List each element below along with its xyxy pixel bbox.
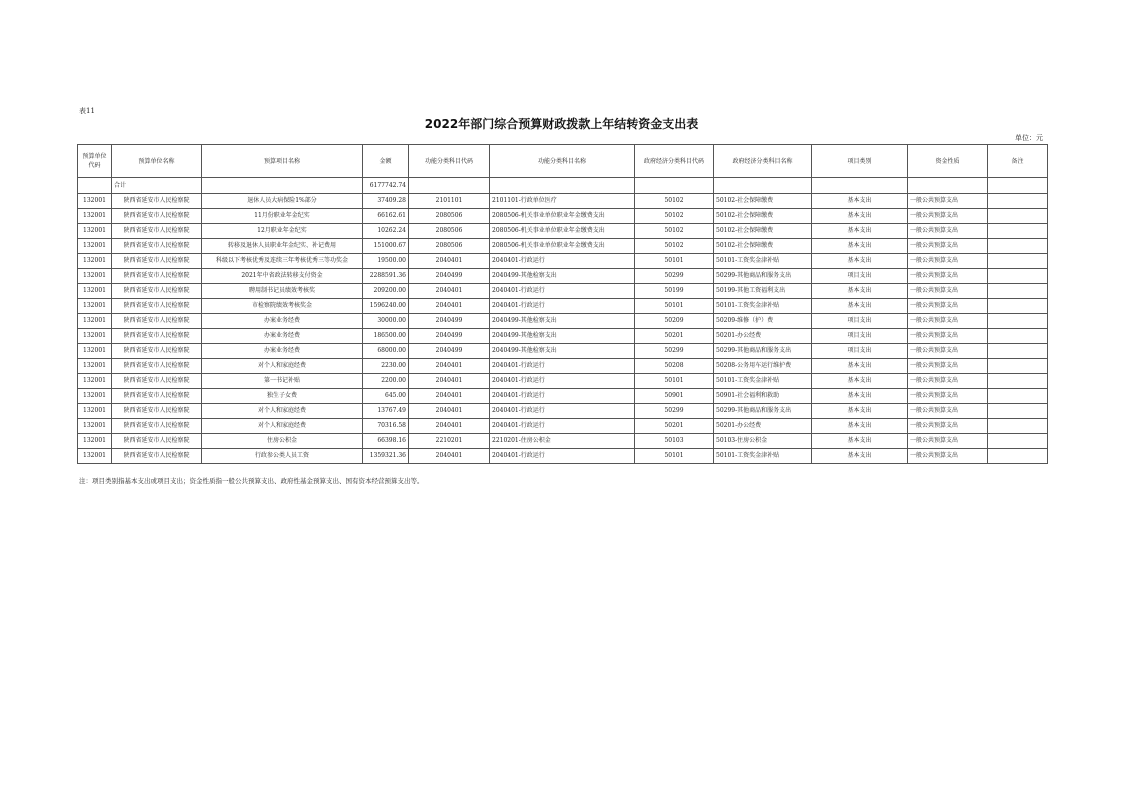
table-row xyxy=(78,374,1048,389)
cell-category: 项目支出 xyxy=(812,314,908,329)
cell-func-name: 2080506-机关事业单位职业年金缴费支出 xyxy=(490,209,635,224)
page-title: 2022年部门综合预算财政拨款上年结转资金支出表 xyxy=(424,117,699,131)
cell-project-name: 第一书记补贴 xyxy=(202,374,363,389)
cell-unit-code: 132001 xyxy=(78,314,112,329)
cell-amount: 209200.00 xyxy=(363,284,409,299)
cell-econ-name: 50101-工资奖金津补贴 xyxy=(714,254,812,269)
unit-label: 单位：元 xyxy=(1015,134,1043,142)
cell-amount: 66162.61 xyxy=(363,209,409,224)
cell-nature: 一般公共预算支出 xyxy=(908,224,988,239)
cell-unit-name: 陕西省延安市人民检察院 xyxy=(112,239,202,254)
cell-econ-code: 50101 xyxy=(635,299,714,314)
cell-econ-code: 50103 xyxy=(635,434,714,449)
cell-amount: 186500.00 xyxy=(363,329,409,344)
cell-project-name: 行政参公类人员工资 xyxy=(202,449,363,464)
cell-amount: 1359321.36 xyxy=(363,449,409,464)
cell-nature: 一般公共预算支出 xyxy=(908,314,988,329)
cell-unit-code: 132001 xyxy=(78,284,112,299)
cell-econ-name: 50201-办公经费 xyxy=(714,329,812,344)
header-cell: 功能分类科目代码 xyxy=(409,145,490,178)
cell-remark xyxy=(988,239,1048,254)
cell-amount: 13767.49 xyxy=(363,404,409,419)
cell-unit-name: 陕西省延安市人民检察院 xyxy=(112,374,202,389)
cell-econ-name: 50102-社会保障缴费 xyxy=(714,224,812,239)
cell-func-code: 2040401 xyxy=(409,419,490,434)
table-number: 表11 xyxy=(79,107,95,115)
cell-func-code: 2040401 xyxy=(409,404,490,419)
cell-category: 基本支出 xyxy=(812,284,908,299)
cell-project-name: 办案业务经费 xyxy=(202,344,363,359)
cell-econ-code: 50299 xyxy=(635,344,714,359)
cell-remark xyxy=(988,359,1048,374)
cell-project-name: 对个人和家庭经费 xyxy=(202,404,363,419)
cell-amount: 1596240.00 xyxy=(363,299,409,314)
table-row xyxy=(78,269,1048,284)
cell-category: 项目支出 xyxy=(812,269,908,284)
cell-nature: 一般公共预算支出 xyxy=(908,284,988,299)
cell-func-code: 2040499 xyxy=(409,344,490,359)
cell-econ-name: 50901-社会福利和救助 xyxy=(714,389,812,404)
cell-unit-name: 陕西省延安市人民检察院 xyxy=(112,419,202,434)
cell-amount: 645.00 xyxy=(363,389,409,404)
cell-unit-code: 132001 xyxy=(78,434,112,449)
cell-func-code: 2210201 xyxy=(409,434,490,449)
cell-func-name: 2040401-行政运行 xyxy=(490,254,635,269)
cell-unit-name: 陕西省延安市人民检察院 xyxy=(112,299,202,314)
cell-econ-code: 50102 xyxy=(635,239,714,254)
cell-amount: 37409.28 xyxy=(363,194,409,209)
total-code-cell xyxy=(78,178,112,194)
table-row xyxy=(78,254,1048,269)
cell-econ-name: 50299-其他商品和服务支出 xyxy=(714,269,812,284)
cell-unit-code: 132001 xyxy=(78,209,112,224)
cell-remark xyxy=(988,194,1048,209)
table-row xyxy=(78,209,1048,224)
cell-project-name: 转移及退休人员职业年金纪实、补记费用 xyxy=(202,239,363,254)
cell-nature: 一般公共预算支出 xyxy=(908,329,988,344)
cell-econ-name: 50299-其他商品和服务支出 xyxy=(714,404,812,419)
header-cell: 金额 xyxy=(363,145,409,178)
cell-project-name: 2021年中省政法转移支付资金 xyxy=(202,269,363,284)
cell-econ-code: 50201 xyxy=(635,419,714,434)
cell-project-name: 对个人和家庭经费 xyxy=(202,359,363,374)
cell-unit-name: 陕西省延安市人民检察院 xyxy=(112,194,202,209)
cell-amount: 2200.00 xyxy=(363,374,409,389)
cell-func-name: 2040499-其他检察支出 xyxy=(490,329,635,344)
cell-func-code: 2040401 xyxy=(409,359,490,374)
cell-remark xyxy=(988,224,1048,239)
cell-func-name: 2040401-行政运行 xyxy=(490,284,635,299)
cell-category: 基本支出 xyxy=(812,374,908,389)
cell-category: 基本支出 xyxy=(812,419,908,434)
budget-table xyxy=(77,144,1048,464)
cell-econ-name: 50102-社会保障缴费 xyxy=(714,194,812,209)
cell-func-name: 2040401-行政运行 xyxy=(490,419,635,434)
cell-econ-name: 50208-公务用车运行维护费 xyxy=(714,359,812,374)
table-header-row xyxy=(78,145,1048,178)
cell-nature: 一般公共预算支出 xyxy=(908,254,988,269)
cell-unit-name: 陕西省延安市人民检察院 xyxy=(112,209,202,224)
cell-econ-code: 50901 xyxy=(635,389,714,404)
cell-unit-code: 132001 xyxy=(78,254,112,269)
cell-func-name: 2040499-其他检察支出 xyxy=(490,314,635,329)
cell-nature: 一般公共预算支出 xyxy=(908,449,988,464)
total-label: 合计 xyxy=(112,178,202,194)
cell-project-name: 退休人员大病保险1%部分 xyxy=(202,194,363,209)
header-cell: 功能分类科目名称 xyxy=(490,145,635,178)
cell-unit-code: 132001 xyxy=(78,224,112,239)
cell-func-code: 2080506 xyxy=(409,209,490,224)
cell-category: 基本支出 xyxy=(812,404,908,419)
cell-econ-name: 50209-维修（护）费 xyxy=(714,314,812,329)
cell-category: 项目支出 xyxy=(812,329,908,344)
cell-project-name: 聘用制书记员绩效考核奖 xyxy=(202,284,363,299)
cell-remark xyxy=(988,449,1048,464)
table-row xyxy=(78,344,1048,359)
cell-func-code: 2040401 xyxy=(409,284,490,299)
cell-func-code: 2080506 xyxy=(409,239,490,254)
table-row xyxy=(78,299,1048,314)
cell-unit-code: 132001 xyxy=(78,449,112,464)
cell-func-code: 2040499 xyxy=(409,329,490,344)
cell-func-name: 2040401-行政运行 xyxy=(490,359,635,374)
cell-econ-name: 50199-其他工资福利支出 xyxy=(714,284,812,299)
cell-unit-name: 陕西省延安市人民检察院 xyxy=(112,314,202,329)
cell-econ-name: 50101-工资奖金津补贴 xyxy=(714,449,812,464)
cell-unit-code: 132001 xyxy=(78,299,112,314)
cell-unit-name: 陕西省延安市人民检察院 xyxy=(112,389,202,404)
cell-func-name: 2080506-机关事业单位职业年金缴费支出 xyxy=(490,224,635,239)
cell-remark xyxy=(988,404,1048,419)
cell-project-name: 住房公积金 xyxy=(202,434,363,449)
cell-nature: 一般公共预算支出 xyxy=(908,269,988,284)
cell-category: 基本支出 xyxy=(812,254,908,269)
cell-func-name: 2080506-机关事业单位职业年金缴费支出 xyxy=(490,239,635,254)
table-row xyxy=(78,224,1048,239)
header-cell: 政府经济分类科目代码 xyxy=(635,145,714,178)
cell-remark xyxy=(988,284,1048,299)
cell-func-name: 2040401-行政运行 xyxy=(490,374,635,389)
cell-econ-code: 50102 xyxy=(635,209,714,224)
cell-remark xyxy=(988,419,1048,434)
cell-econ-name: 50101-工资奖金津补贴 xyxy=(714,374,812,389)
cell-func-code: 2040401 xyxy=(409,449,490,464)
cell-unit-name: 陕西省延安市人民检察院 xyxy=(112,284,202,299)
cell-func-name: 2040401-行政运行 xyxy=(490,389,635,404)
cell-category: 基本支出 xyxy=(812,359,908,374)
cell-unit-code: 132001 xyxy=(78,374,112,389)
cell-func-code: 2080506 xyxy=(409,224,490,239)
total-empty-cell xyxy=(202,178,363,194)
cell-remark xyxy=(988,314,1048,329)
header-cell: 项目类别 xyxy=(812,145,908,178)
cell-econ-name: 50201-办公经费 xyxy=(714,419,812,434)
cell-remark xyxy=(988,389,1048,404)
cell-econ-code: 50101 xyxy=(635,374,714,389)
cell-func-code: 2040401 xyxy=(409,389,490,404)
cell-unit-name: 陕西省延安市人民检察院 xyxy=(112,329,202,344)
cell-amount: 10262.24 xyxy=(363,224,409,239)
header-cell: 预算单位代码 xyxy=(78,145,112,178)
cell-category: 基本支出 xyxy=(812,239,908,254)
cell-category: 基本支出 xyxy=(812,299,908,314)
table-row xyxy=(78,359,1048,374)
cell-unit-name: 陕西省延安市人民检察院 xyxy=(112,359,202,374)
table-row xyxy=(78,239,1048,254)
table-row xyxy=(78,194,1048,209)
table-row xyxy=(78,434,1048,449)
cell-amount: 19500.00 xyxy=(363,254,409,269)
cell-project-name: 12月职业年金纪实 xyxy=(202,224,363,239)
cell-unit-code: 132001 xyxy=(78,329,112,344)
cell-func-code: 2040499 xyxy=(409,314,490,329)
cell-category: 基本支出 xyxy=(812,434,908,449)
cell-remark xyxy=(988,434,1048,449)
cell-unit-name: 陕西省延安市人民检察院 xyxy=(112,224,202,239)
cell-unit-code: 132001 xyxy=(78,269,112,284)
cell-amount: 151000.67 xyxy=(363,239,409,254)
cell-project-name: 办案业务经费 xyxy=(202,329,363,344)
cell-project-name: 办案业务经费 xyxy=(202,314,363,329)
cell-unit-code: 132001 xyxy=(78,239,112,254)
cell-unit-name: 陕西省延安市人民检察院 xyxy=(112,434,202,449)
cell-econ-code: 50299 xyxy=(635,404,714,419)
cell-remark xyxy=(988,269,1048,284)
total-amount: 6177742.74 xyxy=(363,178,409,194)
cell-func-name: 2040401-行政运行 xyxy=(490,404,635,419)
cell-nature: 一般公共预算支出 xyxy=(908,404,988,419)
cell-nature: 一般公共预算支出 xyxy=(908,374,988,389)
cell-category: 基本支出 xyxy=(812,209,908,224)
cell-func-name: 2210201-住房公积金 xyxy=(490,434,635,449)
cell-unit-name: 陕西省延安市人民检察院 xyxy=(112,254,202,269)
cell-nature: 一般公共预算支出 xyxy=(908,299,988,314)
cell-amount: 2230.00 xyxy=(363,359,409,374)
cell-unit-code: 132001 xyxy=(78,404,112,419)
table-row xyxy=(78,404,1048,419)
cell-func-name: 2040499-其他检察支出 xyxy=(490,344,635,359)
cell-unit-name: 陕西省延安市人民检察院 xyxy=(112,404,202,419)
table-row xyxy=(78,389,1048,404)
cell-func-code: 2040499 xyxy=(409,269,490,284)
table-row xyxy=(78,419,1048,434)
total-row xyxy=(78,178,1048,194)
cell-category: 基本支出 xyxy=(812,194,908,209)
header-cell: 预算单位名称 xyxy=(112,145,202,178)
cell-econ-code: 50199 xyxy=(635,284,714,299)
cell-category: 基本支出 xyxy=(812,389,908,404)
cell-remark xyxy=(988,374,1048,389)
cell-nature: 一般公共预算支出 xyxy=(908,209,988,224)
cell-econ-code: 50102 xyxy=(635,194,714,209)
cell-unit-name: 陕西省延安市人民检察院 xyxy=(112,449,202,464)
table-row xyxy=(78,284,1048,299)
table-row xyxy=(78,314,1048,329)
cell-func-code: 2040401 xyxy=(409,299,490,314)
cell-project-name: 11月份职业年金纪实 xyxy=(202,209,363,224)
cell-econ-name: 50102-社会保障缴费 xyxy=(714,239,812,254)
cell-econ-code: 50208 xyxy=(635,359,714,374)
cell-project-name: 科级以下考核优秀及连续三年考核优秀三等功奖金 xyxy=(202,254,363,269)
cell-amount: 30000.00 xyxy=(363,314,409,329)
header-cell: 政府经济分类科目名称 xyxy=(714,145,812,178)
header-cell: 预算项目名称 xyxy=(202,145,363,178)
cell-amount: 66398.16 xyxy=(363,434,409,449)
cell-unit-code: 132001 xyxy=(78,419,112,434)
cell-remark xyxy=(988,344,1048,359)
cell-amount: 2288591.36 xyxy=(363,269,409,284)
cell-nature: 一般公共预算支出 xyxy=(908,419,988,434)
footnote: 注：项目类别指基本支出或项目支出；资金性质指一般公共预算支出、政府性基金预算支出、国有资本经营预算支出等。 xyxy=(79,477,424,485)
table-row xyxy=(78,329,1048,344)
header-cell: 资金性质 xyxy=(908,145,988,178)
cell-func-code: 2101101 xyxy=(409,194,490,209)
cell-econ-name: 50101-工资奖金津补贴 xyxy=(714,299,812,314)
cell-category: 基本支出 xyxy=(812,449,908,464)
cell-amount: 70316.58 xyxy=(363,419,409,434)
cell-func-name: 2101101-行政单位医疗 xyxy=(490,194,635,209)
cell-econ-name: 50103-住房公积金 xyxy=(714,434,812,449)
cell-remark xyxy=(988,254,1048,269)
cell-econ-code: 50209 xyxy=(635,314,714,329)
cell-nature: 一般公共预算支出 xyxy=(908,239,988,254)
cell-nature: 一般公共预算支出 xyxy=(908,359,988,374)
cell-unit-code: 132001 xyxy=(78,194,112,209)
cell-econ-name: 50299-其他商品和服务支出 xyxy=(714,344,812,359)
cell-category: 项目支出 xyxy=(812,344,908,359)
cell-unit-code: 132001 xyxy=(78,389,112,404)
cell-econ-code: 50101 xyxy=(635,254,714,269)
cell-project-name: 市检察院绩效考核奖金 xyxy=(202,299,363,314)
cell-remark xyxy=(988,209,1048,224)
cell-econ-code: 50101 xyxy=(635,449,714,464)
cell-econ-code: 50102 xyxy=(635,224,714,239)
cell-unit-code: 132001 xyxy=(78,344,112,359)
cell-amount: 68000.00 xyxy=(363,344,409,359)
cell-unit-name: 陕西省延安市人民检察院 xyxy=(112,344,202,359)
cell-category: 基本支出 xyxy=(812,224,908,239)
cell-nature: 一般公共预算支出 xyxy=(908,194,988,209)
cell-func-name: 2040401-行政运行 xyxy=(490,449,635,464)
cell-econ-name: 50102-社会保障缴费 xyxy=(714,209,812,224)
header-cell: 备注 xyxy=(988,145,1048,178)
table-row xyxy=(78,449,1048,464)
cell-nature: 一般公共预算支出 xyxy=(908,344,988,359)
cell-unit-code: 132001 xyxy=(78,359,112,374)
cell-func-code: 2040401 xyxy=(409,374,490,389)
cell-econ-code: 50299 xyxy=(635,269,714,284)
cell-project-name: 对个人和家庭经费 xyxy=(202,419,363,434)
cell-nature: 一般公共预算支出 xyxy=(908,389,988,404)
cell-func-code: 2040401 xyxy=(409,254,490,269)
cell-remark xyxy=(988,329,1048,344)
cell-remark xyxy=(988,299,1048,314)
cell-econ-code: 50201 xyxy=(635,329,714,344)
cell-func-name: 2040401-行政运行 xyxy=(490,299,635,314)
cell-nature: 一般公共预算支出 xyxy=(908,434,988,449)
cell-unit-name: 陕西省延安市人民检察院 xyxy=(112,269,202,284)
cell-func-name: 2040499-其他检察支出 xyxy=(490,269,635,284)
cell-project-name: 独生子女费 xyxy=(202,389,363,404)
